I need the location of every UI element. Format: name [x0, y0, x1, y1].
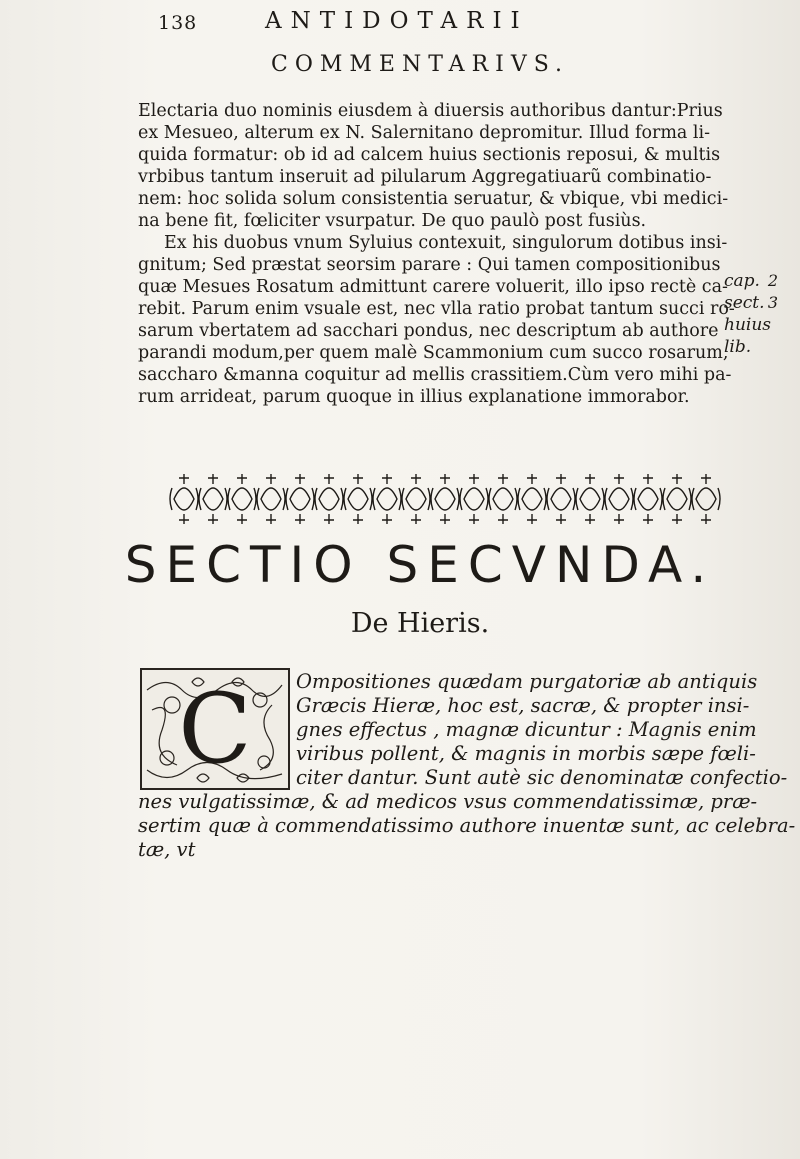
text-line: Ompositiones quædam purgatoriæ ab antiquis [296, 670, 758, 693]
section-subtitle: De Hieris. [350, 608, 490, 639]
text-line: rebit. Parum enim vsuale est, nec vlla ratio probat tantum succi ro- [138, 299, 735, 319]
running-title: ANTIDOTARII [265, 8, 529, 34]
margin-note: cap. [724, 271, 760, 291]
hiera-intro-text [138, 670, 796, 862]
margin-number: 2 [767, 271, 778, 290]
text-line: vrbibus tantum inseruit ad pilularum Aggregatiuarũ combinatio- [138, 167, 712, 187]
commentary-text [138, 100, 735, 408]
text-line: parandi modum,per quem malè Scammonium cum succo rosarum, [138, 343, 729, 363]
text-line: saccharo &manna coquitur ad mellis crassitiem.Cùm vero mihi pa- [138, 365, 732, 385]
fleuron-row-icon [170, 470, 722, 528]
text-line: sarum vbertatem ad sacchari pondus, nec descriptum ab authore [138, 321, 719, 341]
section-title: SECTIO SECVNDA. [124, 536, 716, 594]
text-line: ex Mesueo, alterum ex N. Salernitano depromitur. Illud forma li- [138, 123, 711, 143]
text-line: nem: hoc solida solum consistentia seruatur, & vbique, vbi medici- [138, 189, 729, 209]
text-line: viribus pollent, & magnis in morbis sæpe fœli- [296, 742, 756, 765]
commentary-heading: COMMENTARIVS. [270, 52, 569, 77]
commentary-paragraph-2 [138, 232, 735, 408]
text-line: gnitum; Sed præstat seorsim parare : Qui tamen compositionibus [138, 255, 721, 275]
text-line: tæ, vt [138, 838, 196, 861]
text-line: rum arrideat, parum quoque in illius explanatione immorabor. [138, 387, 690, 407]
text-line: Græcis Hieræ, hoc est, sacræ, & propter insi- [296, 694, 750, 717]
text-line: citer dantur. Sunt autè sic denominatæ confectio- [296, 766, 788, 789]
text-line: nes vulgatissimæ, & ad medicos vsus commendatissimæ, præ- [138, 790, 758, 813]
margin-note: lib. [724, 337, 752, 357]
margin-number: 3 [767, 293, 778, 312]
text-line: na bene fit, fœliciter vsurpatur. De quo paulò post fusiùs. [138, 211, 647, 231]
commentary-paragraph-1 [138, 100, 729, 232]
text-line: quida formatur: ob id ad calcem huius sectionis reposui, & multis [138, 145, 721, 165]
page-number: 138 [158, 12, 198, 34]
margin-note: huius [724, 315, 772, 335]
margin-note: sect. [724, 293, 765, 313]
text-line: quæ Mesues Rosatum admittunt carere voluerit, illo ipso rectè ca- [138, 277, 728, 297]
running-head [0, 8, 800, 38]
initial-letter: C [178, 673, 252, 785]
margin-notes [724, 270, 784, 358]
text-line: Ex his duobus vnum Syluius contexuit, singulorum dotibus insi- [164, 233, 728, 253]
text-line: sertim quæ à commendatissimo authore inuentæ sunt, ac celebra- [138, 814, 796, 837]
text-line: gnes effectus , magnæ dicuntur : Magnis enim [296, 718, 757, 741]
text-line: Electaria duo nominis eiusdem à diuersis authoribus dantur:Prius [138, 101, 723, 121]
